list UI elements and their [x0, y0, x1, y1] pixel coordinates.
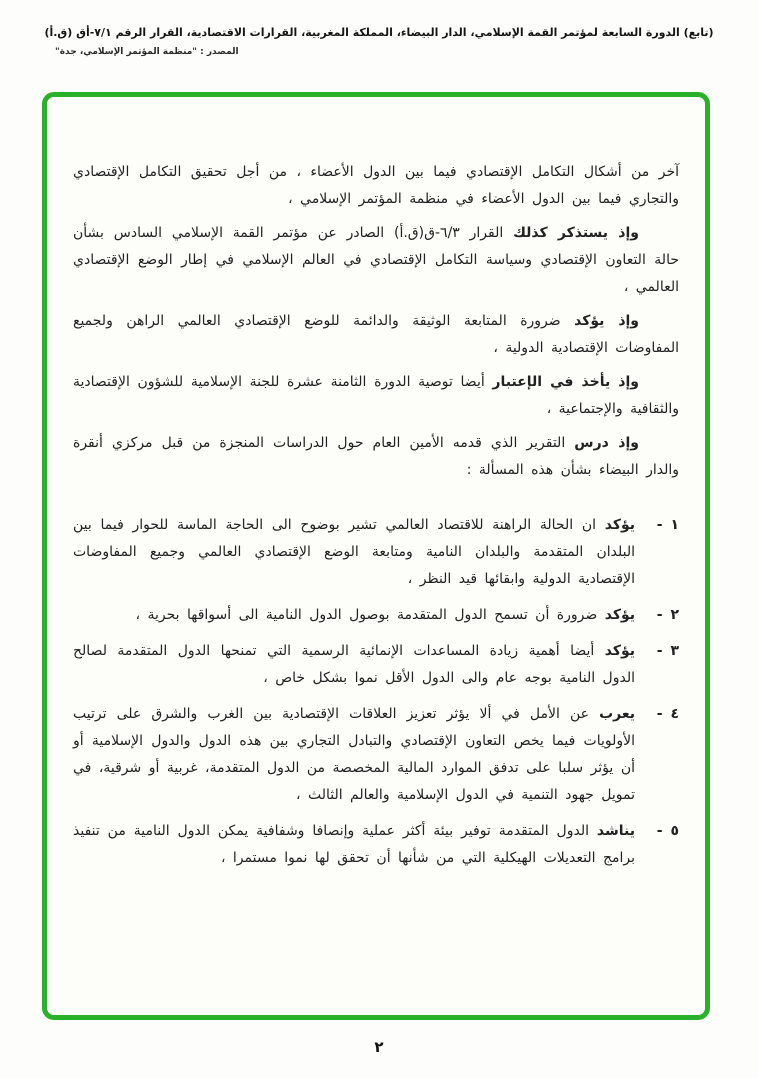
item-text: [73, 701, 635, 809]
paragraph-lead: وإذ يأخذ في الإعتبار: [492, 374, 639, 390]
paragraph: [73, 220, 679, 301]
item-lead: يعرب: [599, 706, 635, 722]
page-header: [0, 0, 758, 57]
list-item: [73, 512, 679, 593]
page-number: ٢: [374, 1038, 384, 1056]
item-body: الدول المتقدمة توفير بيئة أكثر عملية وإنصافا وشفافية يمكن الدول النامية من تنفيذ برامج التعديلات الهيكلية التي من شأنها أن تحقق لها نموا مستمرا ،: [73, 823, 635, 866]
paragraph-text: آخر من أشكال التكامل الإقتصادي فيما بين الدول الأعضاء ، من أجل تحقيق التكامل الإقتصادي والتجاري فيما بين الدول الأعضاء في منظمة المؤتمر الإسلامي ،: [73, 164, 679, 207]
item-lead: يؤكد: [604, 643, 635, 659]
item-lead: يؤكد: [604, 607, 635, 623]
paragraph-lead: وإذ يستذكر كذلك: [513, 225, 639, 241]
item-number: ٣ -: [656, 643, 679, 659]
item-number: ١ -: [656, 517, 679, 533]
paragraph-text: ضرورة المتابعة الوثيقة والدائمة للوضع الإقتصادي العالمي الراهن ولجميع المفاوضات الإقتصادية الدولية ،: [73, 313, 679, 356]
header-source: المصدر : "منظمة المؤتمر الإسلامي، جدة": [55, 47, 239, 57]
item-text: [73, 512, 635, 593]
paragraph: [73, 430, 679, 484]
item-lead: يناشد: [596, 823, 636, 839]
paragraph: [73, 308, 679, 362]
item-number: ٥ -: [656, 823, 679, 839]
item-text: [73, 602, 635, 629]
item-lead: يؤكد: [604, 517, 636, 533]
item-body: عن الأمل في ألا يؤثر تعزيز العلاقات الإقتصادية بين الغرب والشرق على ترتيب الأولويات فيما يخص التعاون الإقتصادي والتبادل التجاري بين هذه الدول والدول الإسلامية أو أن يؤثر سلبا على تدفق الموارد المالية المخصصة من الدول المتقدمة، غربية أو شرقية، في تمويل جهود التنمية في الدول الإسلامية والعالم الثالث ،: [73, 706, 635, 803]
list-item: [73, 638, 679, 692]
paragraph: [73, 369, 679, 423]
item-body: أيضا أهمية زيادة المساعدات الإنمائية الرسمية التي تمنحها الدول المتقدمة لصالح الدول النامية بوجه عام والى الدول الأقل نموا بشكل خاص ،: [73, 643, 635, 686]
green-border-frame: [42, 92, 710, 1020]
item-text: [73, 638, 635, 692]
list-item: [73, 701, 679, 809]
item-text: [73, 818, 635, 872]
item-number: ٤ -: [656, 706, 679, 722]
paragraph-text: أيضا توصية الدورة الثامنة عشرة للجنة الإسلامية للشؤون الإقتصادية والثقافية والإجتماعية ،: [73, 374, 679, 417]
paragraph-lead: وإذ درس: [574, 435, 639, 451]
item-body: ان الحالة الراهنة للاقتصاد العالمي تشير بوضوح الى الحاجة الماسة للحوار فيما بين البلدان المتقدمة والبلدان النامية ومتابعة الوضع الإقتصادي العالمي وجميع المفاوضات الإقتصادية الدولية وابقائها قيد النظر ،: [73, 517, 635, 587]
header-title: (تابع) الدورة السابعة لمؤتمر القمة الإسلامي، الدار البيضاء، المملكة المغربية، القرارات الاقتصادية، القرار الرقم ٧/١-أق (ق.أ): [44, 26, 714, 39]
item-number: ٢ -: [656, 607, 679, 623]
numbered-list: [73, 512, 679, 872]
paragraph-text: القرار ٦/٣-ق(ق.أ) الصادر عن مؤتمر القمة الإسلامي السادس بشأن حالة التعاون الإقتصادي وسياسة التكامل الإقتصادي في العالم الإسلامي في إطار الوضع الإقتصادي العالمي ،: [73, 225, 679, 295]
paragraph: [73, 159, 679, 213]
item-body: ضرورة أن تسمح الدول المتقدمة بوصول الدول النامية الى أسواقها بحرية ،: [135, 607, 598, 623]
paragraph-lead: وإذ يؤكد: [574, 313, 640, 329]
list-item: [73, 602, 679, 629]
paragraph-text: التقرير الذي قدمه الأمين العام حول الدراسات المنجزة من قبل مركزي أنقرة والدار البيضاء بشأن هذه المسألة :: [73, 435, 679, 478]
document-body: [47, 97, 705, 872]
list-item: [73, 818, 679, 872]
